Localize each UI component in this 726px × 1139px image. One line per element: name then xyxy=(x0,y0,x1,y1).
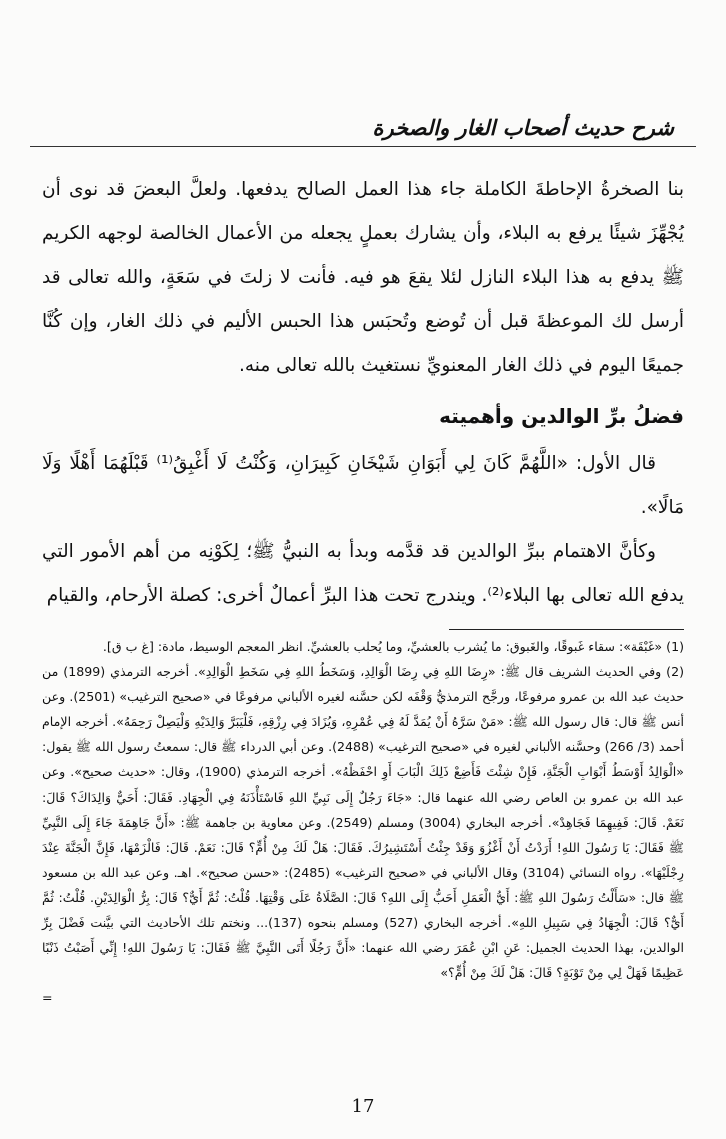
running-header: شرح حديث أصحاب الغار والصخرة xyxy=(372,116,674,140)
section-heading: فضلُ برِّ الوالدين وأهميته xyxy=(439,404,684,428)
footnote-divider xyxy=(449,629,684,630)
paragraph-1: بنا الصخرةُ الإحاطةَ الكاملة جاء هذا العمل الصالح يدفعها. ولعلَّ البعضَ قد نوى أن يُجْهِّزَ شيئًا يرفع به البلاء، وأن يشارك بعملٍ يجعله من الأعمال الخالصة لوجهه الكريم ﷺ يدفع به هذا البلاء النازل لئلا يقعَ هو فيه. فأنت لا زلتَ في سَعَةٍ، والله تعالى قد أرسل لك الموعظةَ قبل أن تُوضع وتُحبَس هذا الحبس الأليم في ذلك الغار، وإن كُنَّا جميعًا اليوم في ذلك الغار المعنويِّ نستغيث بالله تعالى منه. xyxy=(42,179,684,376)
footnote-1: (1) «غَبْقَة»: سقاء غَبوقًا، والغَبوق: ما يُشرب بالعشيِّ، وما يُحلب بالعشيِّ. انظر المعجم الوسيط، مادة: [غ ب ق]. xyxy=(102,639,684,654)
paragraph-2: قال الأول: «اللَّهُمَّ كَانَ لِي أَبَوَانِ شَيْخَانِ كَبِيرَانِ، وَكُنْتُ لَا أَغْبِقُ⁽¹⁾ قَبْلَهُمَا أَهْلًا وَلَا مَالًا». xyxy=(42,453,684,518)
footnotes xyxy=(42,634,684,1010)
footnote-2: (2) وفي الحديث الشريف قال ﷺ: «رِضَا اللهِ فِي رِضَا الْوَالِدِ، وَسَخَطُ اللهِ فِي سَخَطِ الْوَالِدِ». أخرجه الترمذي (1899) من حديث عبد الله بن عمرو مرفوعًا، ورجَّح الترمذيُّ وَقْفَه لكن حسَّنه لغيره الألباني مرفوعًا في «صحيح الترغيب» (2501). وعن أنس ﷺ قال: قال رسول الله ﷺ: «مَنْ سَرَّهُ أَنْ يُمَدَّ لَهُ فِي عُمْرِهِ، وَيُزَادَ فِي رِزْقِهِ، فَلْيَبَرَّ وَالِدَيْهِ وَلْيَصِلْ رَحِمَهُ». أخرجه الإمام أحمد (3/ 266) وحسَّنه الألباني لغيره في «صحيح الترغيب» (2488). وعن أبي الدرداء ﷺ قال: سمعتُ رسول الله ﷺ يقول: «الْوَالِدُ أَوْسَطُ أَبْوَابِ الْجَنَّةِ، فَإِنْ شِئْتَ فَأَضِعْ ذَلِكَ الْبَابَ أَوِ احْفَظْهُ». أخرجه الترمذي (1900)، وقال: «حديث صحيح». وعن عبد الله بن عمرو بن العاص رضي الله عنهما قال: «جَاءَ رَجُلٌ إِلَى نَبِيِّ اللهِ فَاسْتَأْذَنَهُ فِي الْجِهَادِ. فَقَالَ: أَحَيٌّ وَالِدَاكَ؟ قَالَ: نَعَمْ. قَالَ: فَفِيهِمَا فَجَاهِدْ». أخرجه البخاري (3004) ومسلم (2549). وعن معاوية بن جاهمة ﷺ: «أَنَّ جَاهِمَةَ جَاءَ إِلَى النَّبِيِّ ﷺ فَقَالَ: يَا رَسُولَ اللهِ! أَرَدْتُ أَنْ أَغْزُوَ وَقَدْ جِئْتُ أَسْتَشِيرُكَ. فَقَالَ: هَلْ لَكَ مِنْ أُمٍّ؟ قَالَ: نَعَمْ. قَالَ: فَالْزَمْهَا، فَإِنَّ الْجَنَّةَ عِنْدَ رِجْلَيْهَا». رواه النسائي (3104) وقال الألباني في «صحيح الترغيب» (2485): «حسن صحيح». اهـ. وعن عبد الله بن مسعود ﷺ قال: «سَأَلْتُ رَسُولَ اللهِ ﷺ: أَيُّ الْعَمَلِ أَحَبُّ إِلَى اللهِ؟ قَالَ: الصَّلَاةُ عَلَى وَقْتِهَا. قُلْتُ: ثُمَّ أَيٌّ؟ قَالَ: بِرُّ الْوَالِدَيْنِ. قُلْتُ: ثُمَّ أَيٌّ؟ قَالَ: الْجِهَادُ فِي سَبِيلِ اللهِ». أخرجه البخاري (527) ومسلم بنحوه (137)... ونختم تلك الأحاديث التي بيَّنت فَضْلَ بِرِّ الوالدين، بهذا الحديث الجميل: عَنِ ابْنِ عُمَرَ رضي الله عنهما: «أَنَّ رَجُلًا أَتَى النَّبِيَّ ﷺ فَقَالَ: يَا رَسُولَ اللهِ! إِنِّي أَصَبْتُ ذَنْبًا عَظِيمًا فَهَلْ لِي مِنْ تَوْبَةٍ؟ قَالَ: هَلْ لَكَ مِنْ أُمٍّ؟» xyxy=(42,664,685,981)
header-divider xyxy=(30,146,696,147)
paragraph-3: وكأنَّ الاهتمام ببرِّ الوالدين قد قدَّمه وبدأ به النبيُّ ﷺ؛ لِكَوْنِه من أهم الأمور التي يدفع الله تعالى بها البلاء⁽²⁾. ويندرج تحت هذا البرِّ أعمالٌ أخرى: كصلة الأرحام، والقيام xyxy=(42,541,684,606)
main-text xyxy=(42,168,684,618)
footnote-continuation-mark: = xyxy=(42,990,53,1006)
page-number: 17 xyxy=(351,1096,375,1117)
